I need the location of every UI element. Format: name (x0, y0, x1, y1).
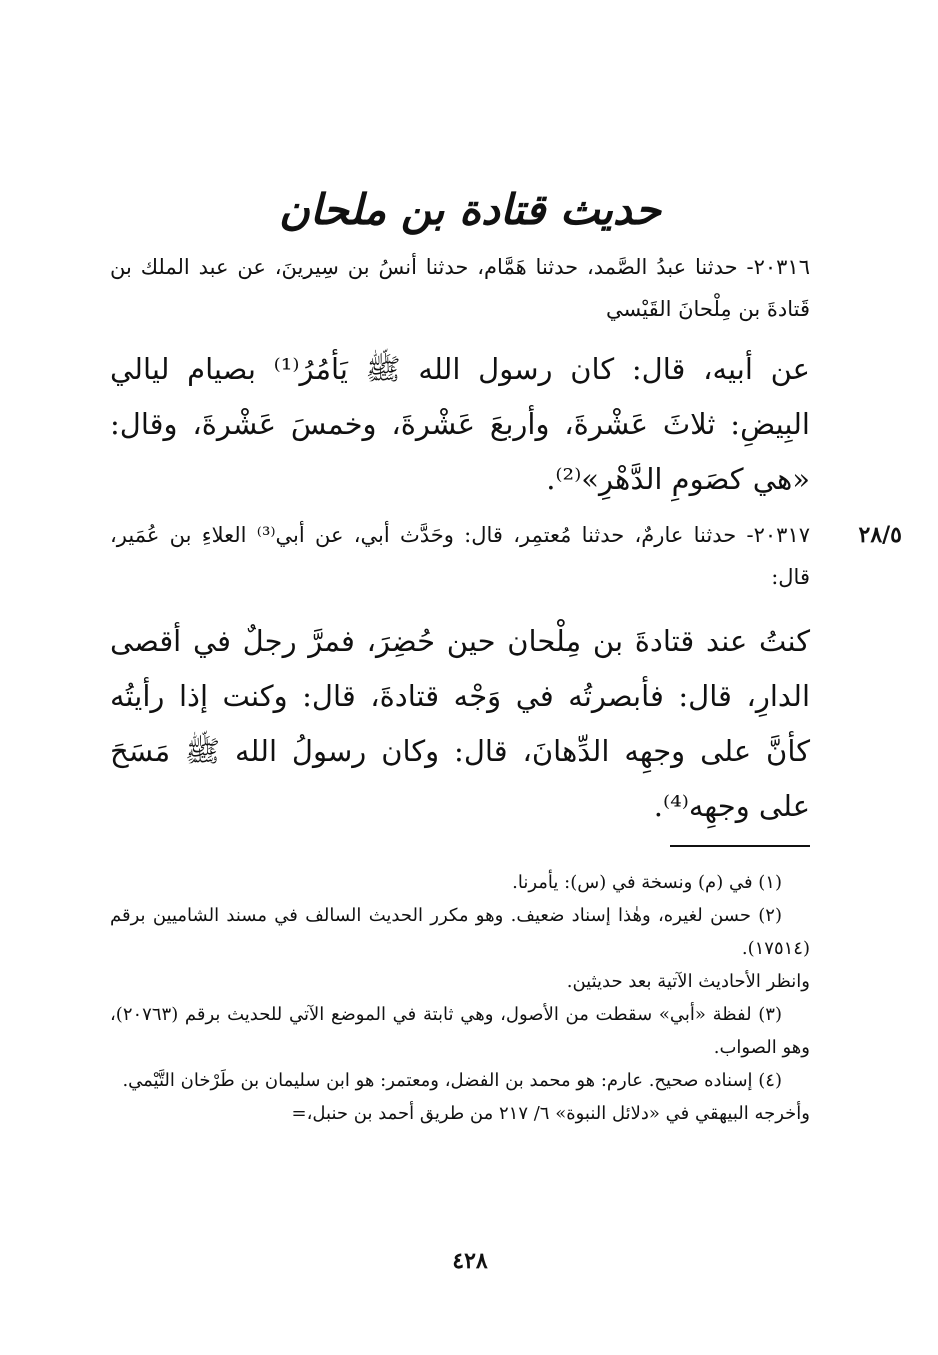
footnote-1: (١) في (م) ونسخة في (س): يأمرنا. (512, 872, 782, 893)
footnote-divider (670, 845, 810, 847)
hadith-20317-isnad: ٢٠٣١٧- حدثنا عارمٌ، حدثنا مُعتمِر، قال: وحَدَّث أبي، عن أبي⁽³⁾ العلاءِ بن عُمَير، قال: (110, 523, 811, 589)
margin-reference: ٢٨/٥ (858, 522, 902, 548)
chapter-title: حديث قتادة بن ملحان (279, 185, 661, 234)
page-number: ٤٢٨ (452, 1248, 488, 1274)
footnotes (110, 866, 810, 1130)
footnote-4-continuation: وأخرجه البيهقي في «دلائل النبوة» ٦/ ٢١٧ من طريق أحمد بن حنبل،= (291, 1103, 810, 1124)
footnote-3: (٣) لفظة «أبي» سقطت من الأصول، وهي ثابتة في الموضع الآتي للحديث برقم (٢٠٧٦٣)، وهو الصواب. (110, 1004, 810, 1058)
footnote-4: (٤) إسناده صحيح. عارم: هو محمد بن الفضل، ومعتمر: هو ابن سليمان بن طَرْخان التَّيْمي. (122, 1070, 782, 1091)
hadith-20316-matn: عن أبيه، قال: كان رسول الله ﷺ يَأمُرُ⁽¹⁾ بصيام ليالي البِيضِ: ثلاثَ عَشْرةَ، وأربعَ عَشْرةَ، وخمسَ عَشْرةَ، وقال: «هي كصَومِ الدَّهْرِ»⁽²⁾. (110, 352, 810, 496)
footnote-2: (٢) حسن لغيره، وهٰذا إسناد ضعيف. وهو مكرر الحديث السالف في مسند الشاميين برقم (١٧٥١٤). (110, 905, 810, 959)
hadith-20317-matn: كنتُ عند قتادةَ بن مِلْحان حين حُضِرَ، فمرَّ رجلٌ في أقصى الدارِ، قال: فأبصرتُه في وَجْه قتادةَ، قال: وكنت إذا رأيتُه كأنَّ على وجهِه الدِّهانَ، قال: وكان رسولُ الله ﷺ مَسَحَ على وجهِه⁽⁴⁾. (110, 624, 810, 823)
hadith-20316-isnad: ٢٠٣١٦- حدثنا عبدُ الصَّمد، حدثنا هَمَّام، حدثنا أنسُ بن سِيرينَ، عن عبد الملك بن قَتادةَ بن مِلْحانَ القَيْسي (110, 255, 810, 321)
footnote-2-continuation: وانظر الأحاديث الآتية بعد حديثين. (566, 971, 810, 992)
